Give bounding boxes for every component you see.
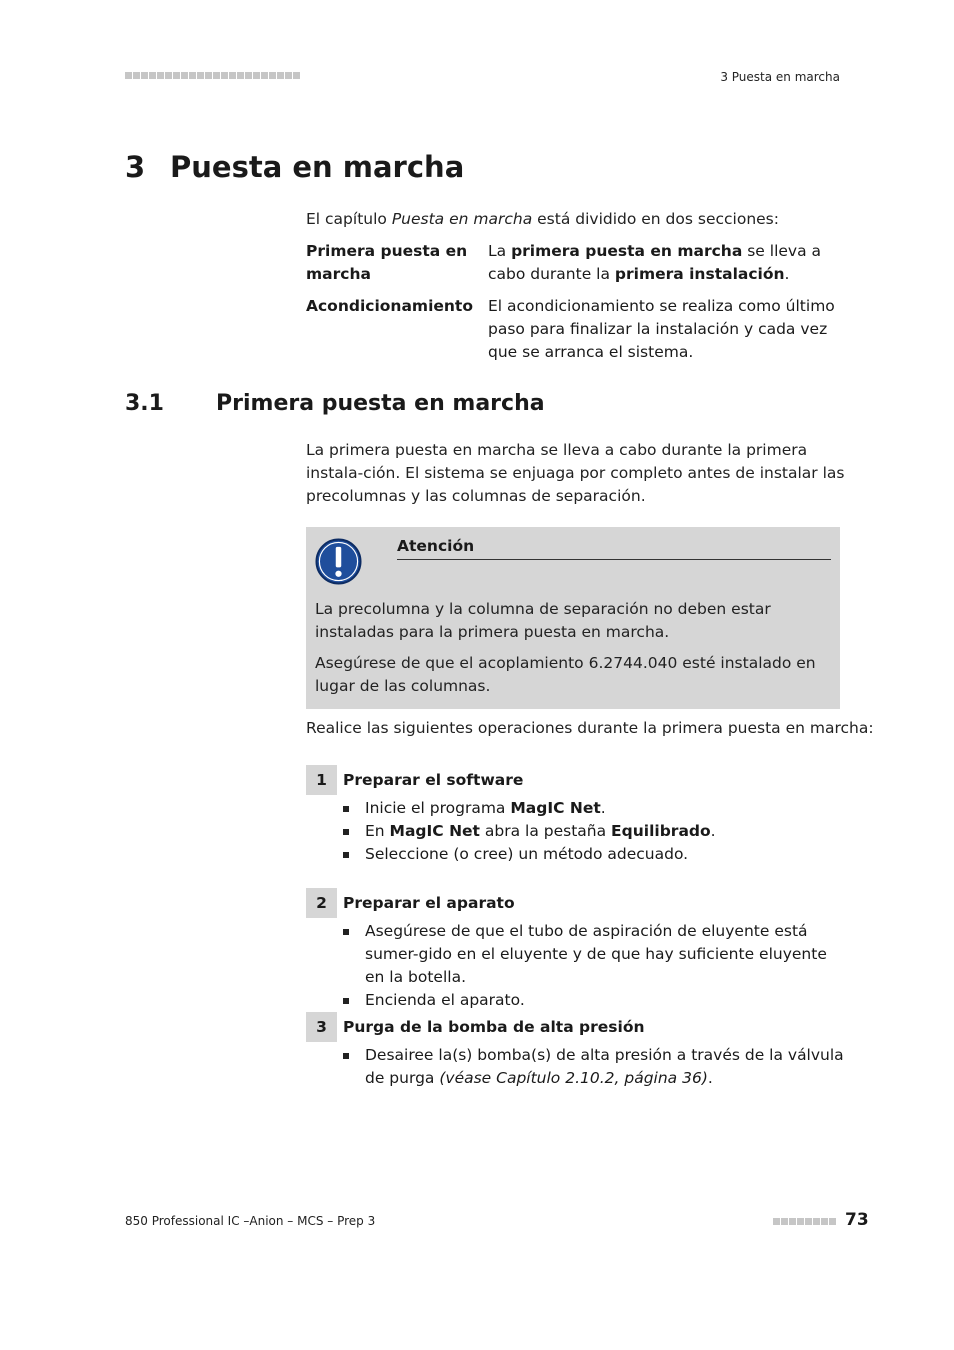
cross-reference-link[interactable]: (véase Capítulo 2.10.2, página 36) bbox=[439, 1069, 708, 1087]
footer-decoration bbox=[773, 1218, 836, 1225]
section-paragraph: La primera puesta en marcha se lleva a cabo durante la primera instala-ción. El sistema se enjuaga por completo antes de instalar las precolumnas y las columnas de separación. bbox=[306, 441, 845, 505]
chapter-number: 3 bbox=[125, 150, 146, 184]
page-number: 73 bbox=[845, 1210, 869, 1230]
definition-table bbox=[306, 240, 840, 373]
note-paragraph: Asegúrese de que el acoplamiento 6.2744.040 esté instalado en lugar de las columnas. bbox=[315, 654, 816, 695]
note-title: Atención bbox=[397, 535, 831, 560]
list-item: Asegúrese de que el tubo de aspiración de eluyente está sumer-gido en el eluyente y de que hay suficiente eluyente en la botella. bbox=[306, 920, 846, 989]
chapter-title bbox=[125, 150, 464, 184]
definition-row bbox=[306, 240, 840, 286]
list-item: Seleccione (o cree) un método adecuado. bbox=[306, 843, 846, 866]
step-1 bbox=[306, 765, 846, 866]
exclamation-icon bbox=[315, 538, 362, 585]
step-3 bbox=[306, 1012, 846, 1090]
step-title: Preparar el software bbox=[343, 771, 524, 789]
header-decoration bbox=[125, 72, 300, 79]
list-item: Encienda el aparato. bbox=[306, 989, 846, 1012]
definition-desc: La primera puesta en marcha se lleva a cabo durante la primera instalación. bbox=[488, 242, 822, 283]
section-title-text: Primera puesta en marcha bbox=[216, 391, 545, 416]
step-number: 1 bbox=[306, 765, 337, 795]
attention-note bbox=[306, 527, 840, 709]
definition-desc: El acondicionamiento se realiza como último paso para finalizar la instalación y cada vez que se arranca el sistema. bbox=[488, 297, 835, 361]
step-number: 3 bbox=[306, 1012, 337, 1042]
step-title: Preparar el aparato bbox=[343, 894, 515, 912]
definition-term: Acondicionamiento bbox=[306, 297, 473, 315]
step-2 bbox=[306, 888, 846, 1012]
section-number: 3.1 bbox=[125, 391, 164, 416]
steps-intro: Realice las siguientes operaciones durante la primera puesta en marcha: bbox=[306, 719, 874, 737]
definition-row bbox=[306, 295, 840, 364]
footer-title: 850 Professional IC –Anion – MCS – Prep 3 bbox=[125, 1214, 376, 1228]
note-paragraph: La precolumna y la columna de separación no deben estar instaladas para la primera puesta en marcha. bbox=[315, 600, 771, 641]
list-item: Inicie el programa MagIC Net. bbox=[306, 797, 846, 820]
step-number: 2 bbox=[306, 888, 337, 918]
list-item: Desairee la(s) bomba(s) de alta presión a través de la válvula de purga (véase Capítulo 2.10.2, página 36). bbox=[306, 1044, 846, 1090]
list-item: En MagIC Net abra la pestaña Equilibrado. bbox=[306, 820, 846, 843]
running-header: 3 Puesta en marcha bbox=[720, 70, 840, 84]
intro-paragraph: El capítulo Puesta en marcha está dividido en dos secciones: bbox=[306, 210, 779, 228]
chapter-title-text: Puesta en marcha bbox=[170, 150, 465, 184]
definition-term: Primera puesta en marcha bbox=[306, 242, 468, 283]
step-title: Purga de la bomba de alta presión bbox=[343, 1018, 645, 1036]
section-title bbox=[125, 391, 545, 416]
